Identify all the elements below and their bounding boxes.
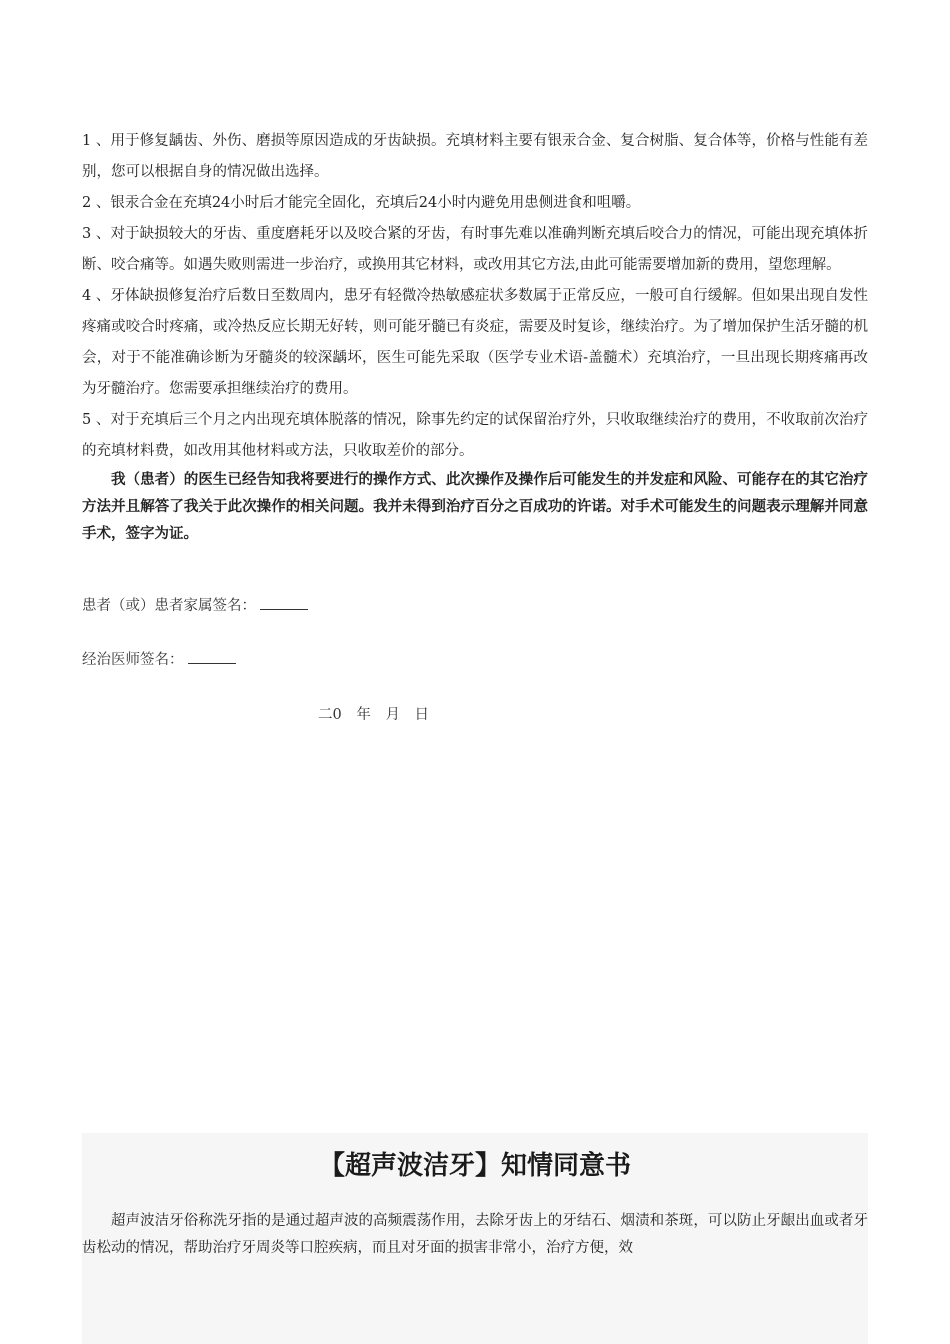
- patient-signature-line: [82, 594, 308, 615]
- doctor-signature-label: 经治医师签名：: [82, 652, 184, 668]
- ultrasonic-cleaning-section: [82, 1133, 868, 1344]
- consent-statement: 我（患者）的医生已经告知我将要进行的操作方式、此次操作及操作后可能发生的并发症和风险、可能存在的其它治疗方法并且解答了我关于此次操作的相关问题。我并未得到治疗百分之百成功的许诺。对手术可能发生的问题表示理解并同意手术，签字为证。: [82, 472, 868, 542]
- consent-item-2: 2 、银汞合金在充填24小时后才能完全固化，充填后24小时内避免用患侧进食和咀嚼。: [82, 195, 641, 211]
- patient-signature-label: 患者（或）患者家属签名：: [82, 598, 256, 614]
- consent-item-4: 4 、牙体缺损修复治疗后数日至数周内，患牙有轻微冷热敏感症状多数属于正常反应，一般可自行缓解。但如果出现自发性疼痛或咬合时疼痛，或冷热反应长期无好转，则可能牙髓已有炎症，需要及时复诊，继续治疗。为了增加保护生活牙髓的机会，对于不能准确诊断为牙髓炎的较深龋坏，医生可能先采取（医学专业术语-盖髓术）充填治疗，一旦出现长期疼痛再改为牙髓治疗。您需要承担继续治疗的费用。: [82, 288, 868, 397]
- patient-signature-blank[interactable]: [260, 597, 308, 610]
- section-title: 【超声波洁牙】知情同意书: [318, 1151, 631, 1181]
- consent-terms: [82, 126, 868, 548]
- consent-item-3: 3 、对于缺损较大的牙齿、重度磨耗牙以及咬合紧的牙齿，有时事先难以准确判断充填后咬合力的情况，可能出现充填体折断、咬合痛等。如遇失败则需进一步治疗，或换用其它材料，或改用其它方法,由此可能需要增加新的费用，望您理解。: [82, 226, 868, 273]
- consent-item-5: 5 、对于充填后三个月之内出现充填体脱落的情况，除事先约定的试保留治疗外，只收取继续治疗的费用，不收取前次治疗的充填材料费，如改用其他材料或方法，只收取差价的部分。: [82, 412, 868, 459]
- section-intro: 超声波洁牙俗称洗牙指的是通过超声波的高频震荡作用，去除牙齿上的牙结石、烟渍和茶斑，可以防止牙龈出血或者牙齿松动的情况，帮助治疗牙周炎等口腔疾病，而且对牙面的损害非常小，治疗方便，效: [82, 1213, 868, 1256]
- doctor-signature-line: [82, 648, 236, 669]
- doctor-signature-blank[interactable]: [188, 651, 236, 664]
- date-line: 二0 年 月 日: [318, 707, 430, 723]
- consent-item-1: 1 、用于修复龋齿、外伤、磨损等原因造成的牙齿缺损。充填材料主要有银汞合金、复合树脂、复合体等，价格与性能有差别，您可以根据自身的情况做出选择。: [82, 133, 868, 180]
